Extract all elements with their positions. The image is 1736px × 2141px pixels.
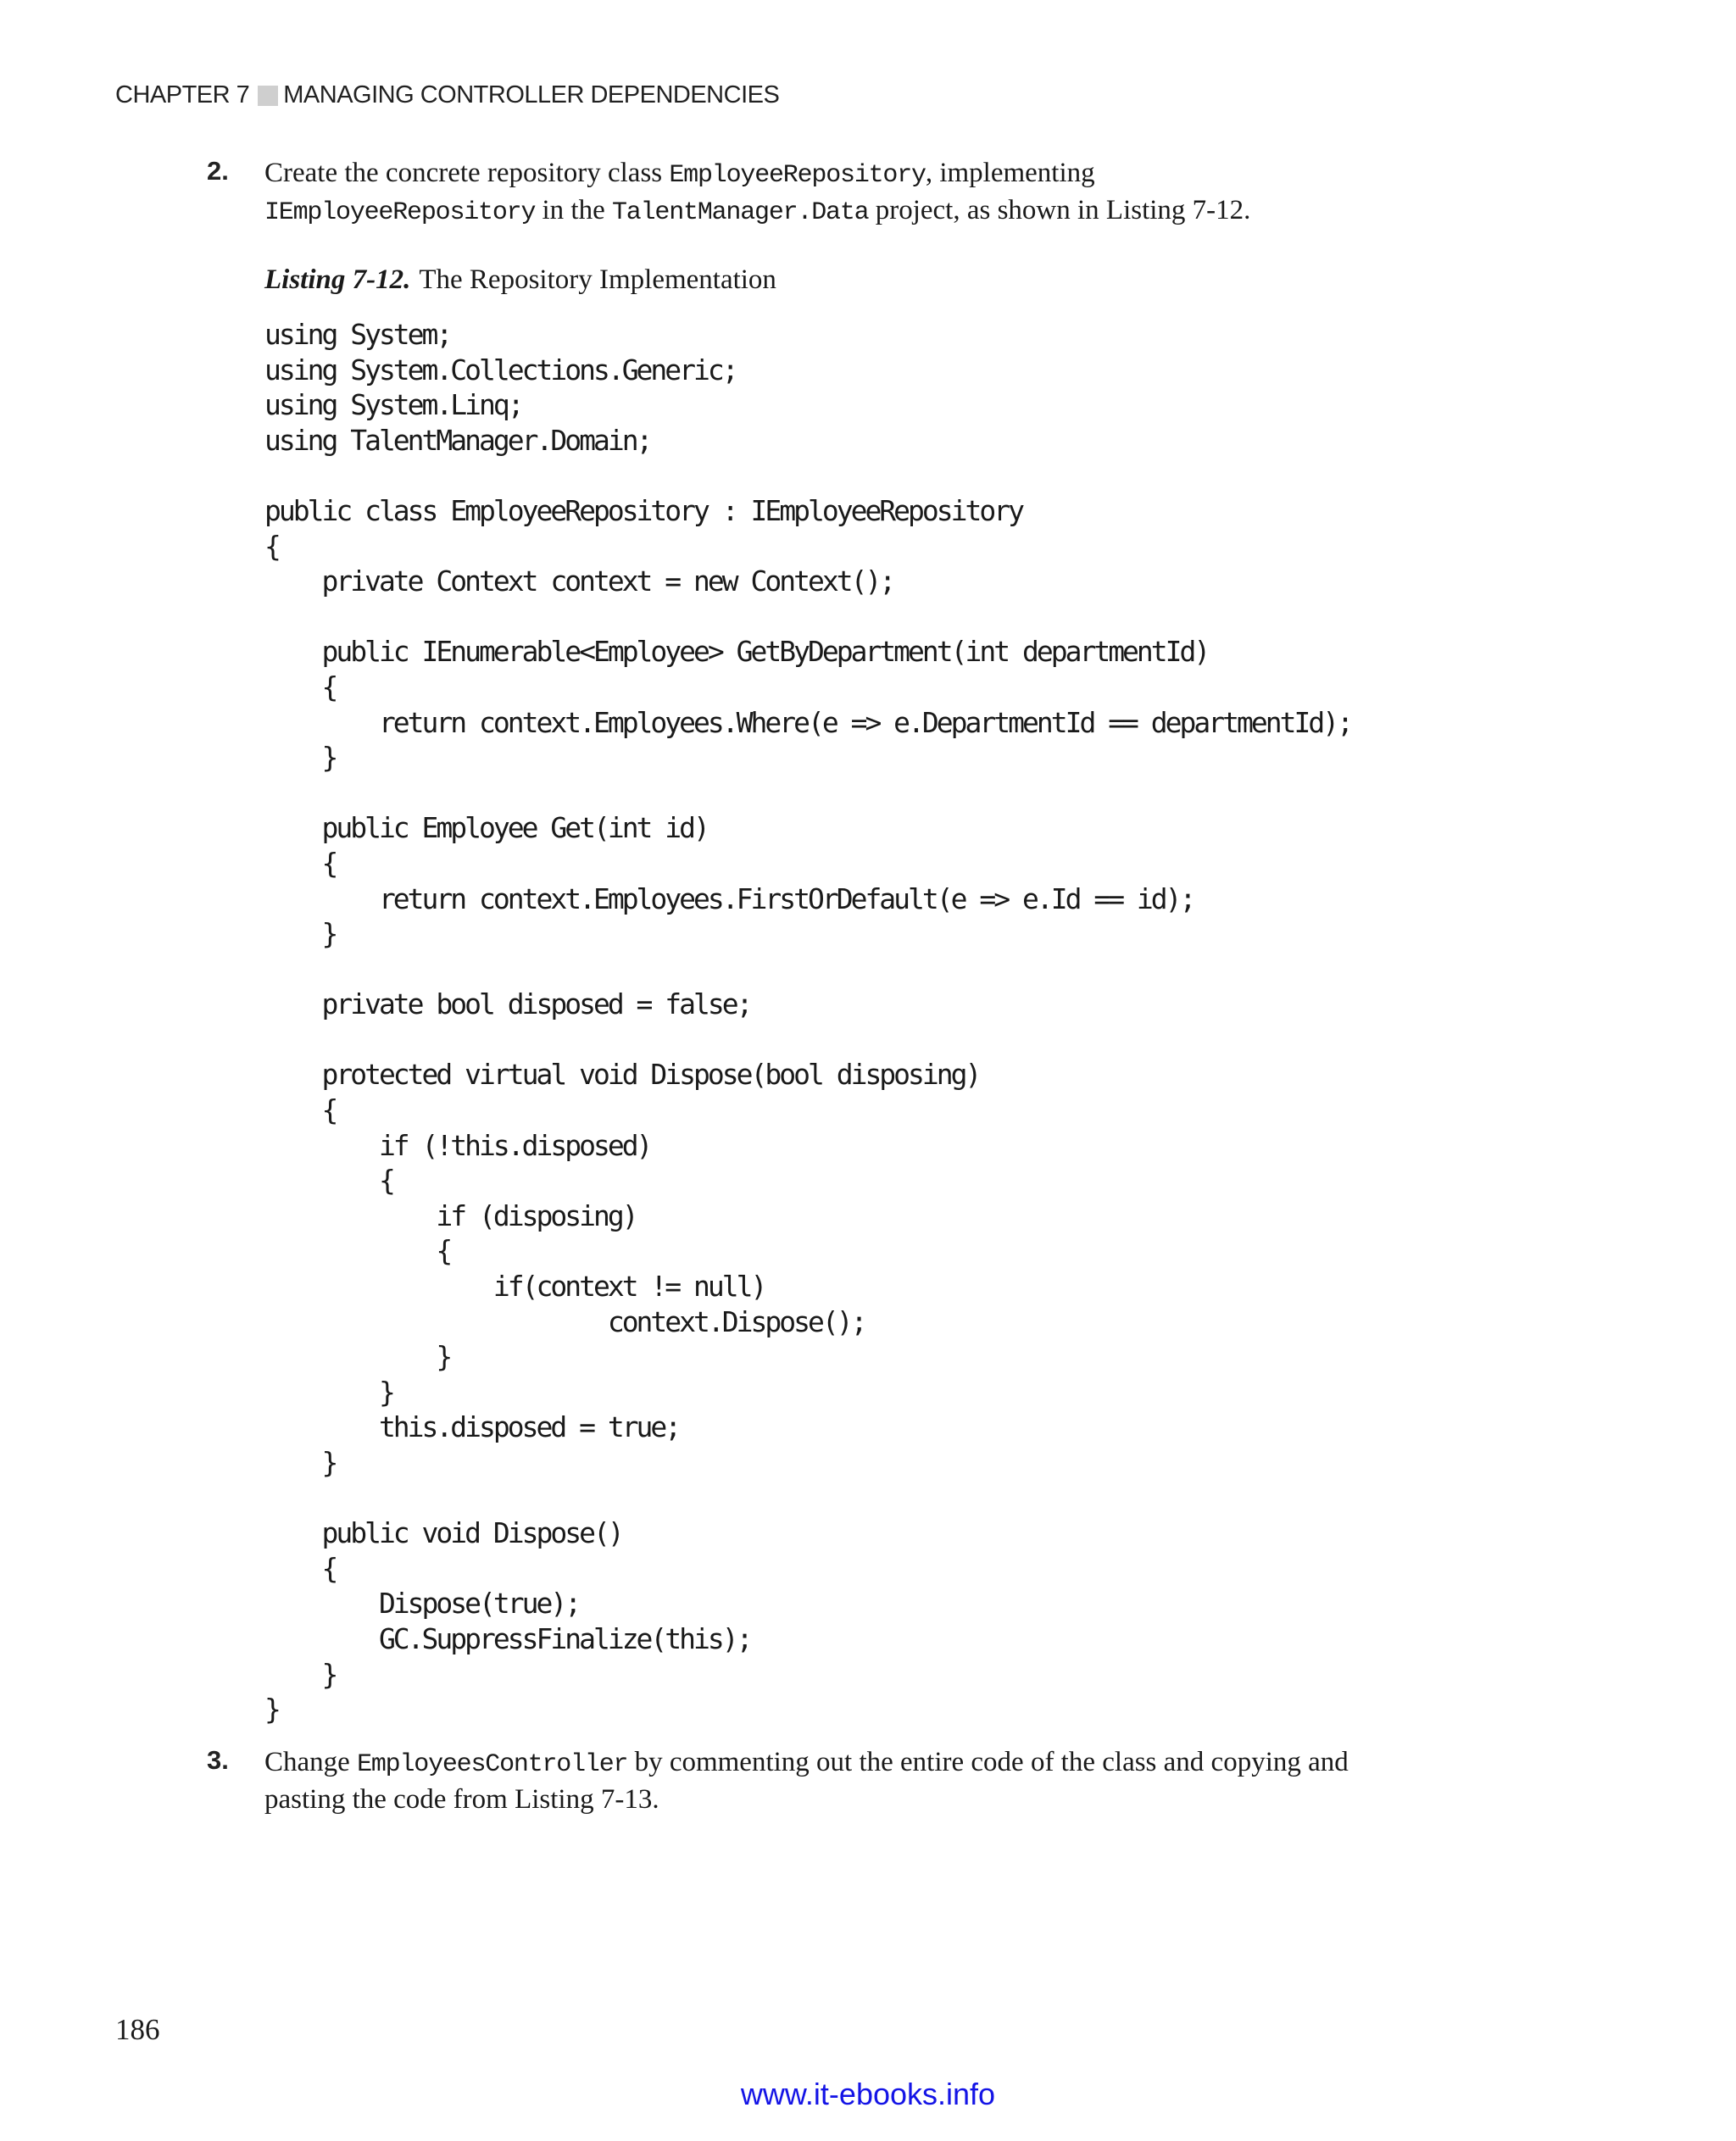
watermark-link[interactable]: www.it-ebooks.info (740, 2077, 996, 2111)
chapter-label: CHAPTER 7 (115, 81, 250, 108)
code-line: } (264, 1375, 393, 1409)
code-line: { (264, 529, 279, 563)
code-line: } (264, 1657, 337, 1691)
step-3-text (264, 1745, 1392, 1817)
code-line: { (264, 1234, 451, 1268)
code-line: private bool disposed = false; (264, 987, 751, 1021)
code-line: this.disposed = true; (264, 1410, 680, 1444)
code-line: } (264, 1446, 337, 1479)
code-line: public void Dispose() (264, 1516, 622, 1550)
listing-title: The Repository Implementation (419, 264, 776, 295)
step-number-2: 2. (207, 156, 229, 186)
code-line: GC.SuppressFinalize(this); (264, 1621, 751, 1655)
step-number-3: 3. (207, 1745, 229, 1775)
separator-square-icon (258, 86, 278, 106)
code-line: using TalentManager.Domain; (264, 423, 651, 457)
code-line: { (264, 1164, 393, 1198)
code-line: public Employee Get(int id) (264, 811, 708, 845)
code-line: using System; (264, 318, 451, 351)
code-line: if(context != null) (264, 1270, 765, 1304)
code-line: using System.Linq; (264, 388, 522, 422)
code-line: private Context context = new Context(); (264, 564, 894, 598)
inline-code: IEmployeeRepository (264, 198, 536, 227)
running-header (115, 81, 779, 109)
code-listing (264, 317, 1351, 1727)
inline-code: EmployeesController (357, 1750, 628, 1779)
code-line: { (264, 846, 337, 880)
code-line: if (!this.disposed) (264, 1128, 651, 1162)
code-line: public class EmployeeRepository : IEmployeeRepository (264, 493, 1022, 527)
step-3-text-part: Change (264, 1747, 358, 1777)
code-line: using System.Collections.Generic; (264, 353, 737, 386)
code-line: { (264, 1093, 337, 1127)
step-2-text-part: , implementing (925, 158, 1095, 188)
step-2-text (264, 156, 1494, 231)
code-line: context.Dispose(); (264, 1304, 865, 1338)
code-line: { (264, 1551, 337, 1585)
step-2-text-part: Create the concrete repository class (264, 158, 670, 188)
code-line: } (264, 917, 337, 951)
code-line: protected virtual void Dispose(bool disposing) (264, 1058, 980, 1092)
listing-label: Listing 7-12. (264, 264, 411, 295)
step-2-text-part: project, as shown in Listing 7-12. (868, 195, 1251, 225)
code-line: { (264, 670, 337, 703)
code-line: } (264, 741, 337, 775)
inline-code: EmployeeRepository (669, 161, 926, 190)
code-line: if (disposing) (264, 1198, 637, 1232)
step-3-text-part: by commenting out the entire code of the class and copying and pasting the code from Listing 7-13. (264, 1747, 1349, 1815)
code-line: return context.Employees.FirstOrDefault(e => e.Id == id); (264, 881, 1194, 915)
code-line: public IEnumerable<Employee> GetByDepartment(int departmentId) (264, 635, 1209, 669)
code-line: } (264, 1340, 451, 1374)
step-2-text-part: in the (535, 195, 612, 225)
listing-caption (264, 264, 776, 296)
code-line: return context.Employees.Where(e => e.DepartmentId == departmentId); (264, 705, 1351, 739)
code-line: Dispose(true); (264, 1587, 580, 1621)
chapter-title: MANAGING CONTROLLER DEPENDENCIES (283, 81, 780, 108)
code-line: } (264, 1693, 279, 1727)
page-number: 186 (115, 2013, 160, 2046)
inline-code: TalentManager.Data (612, 198, 869, 227)
